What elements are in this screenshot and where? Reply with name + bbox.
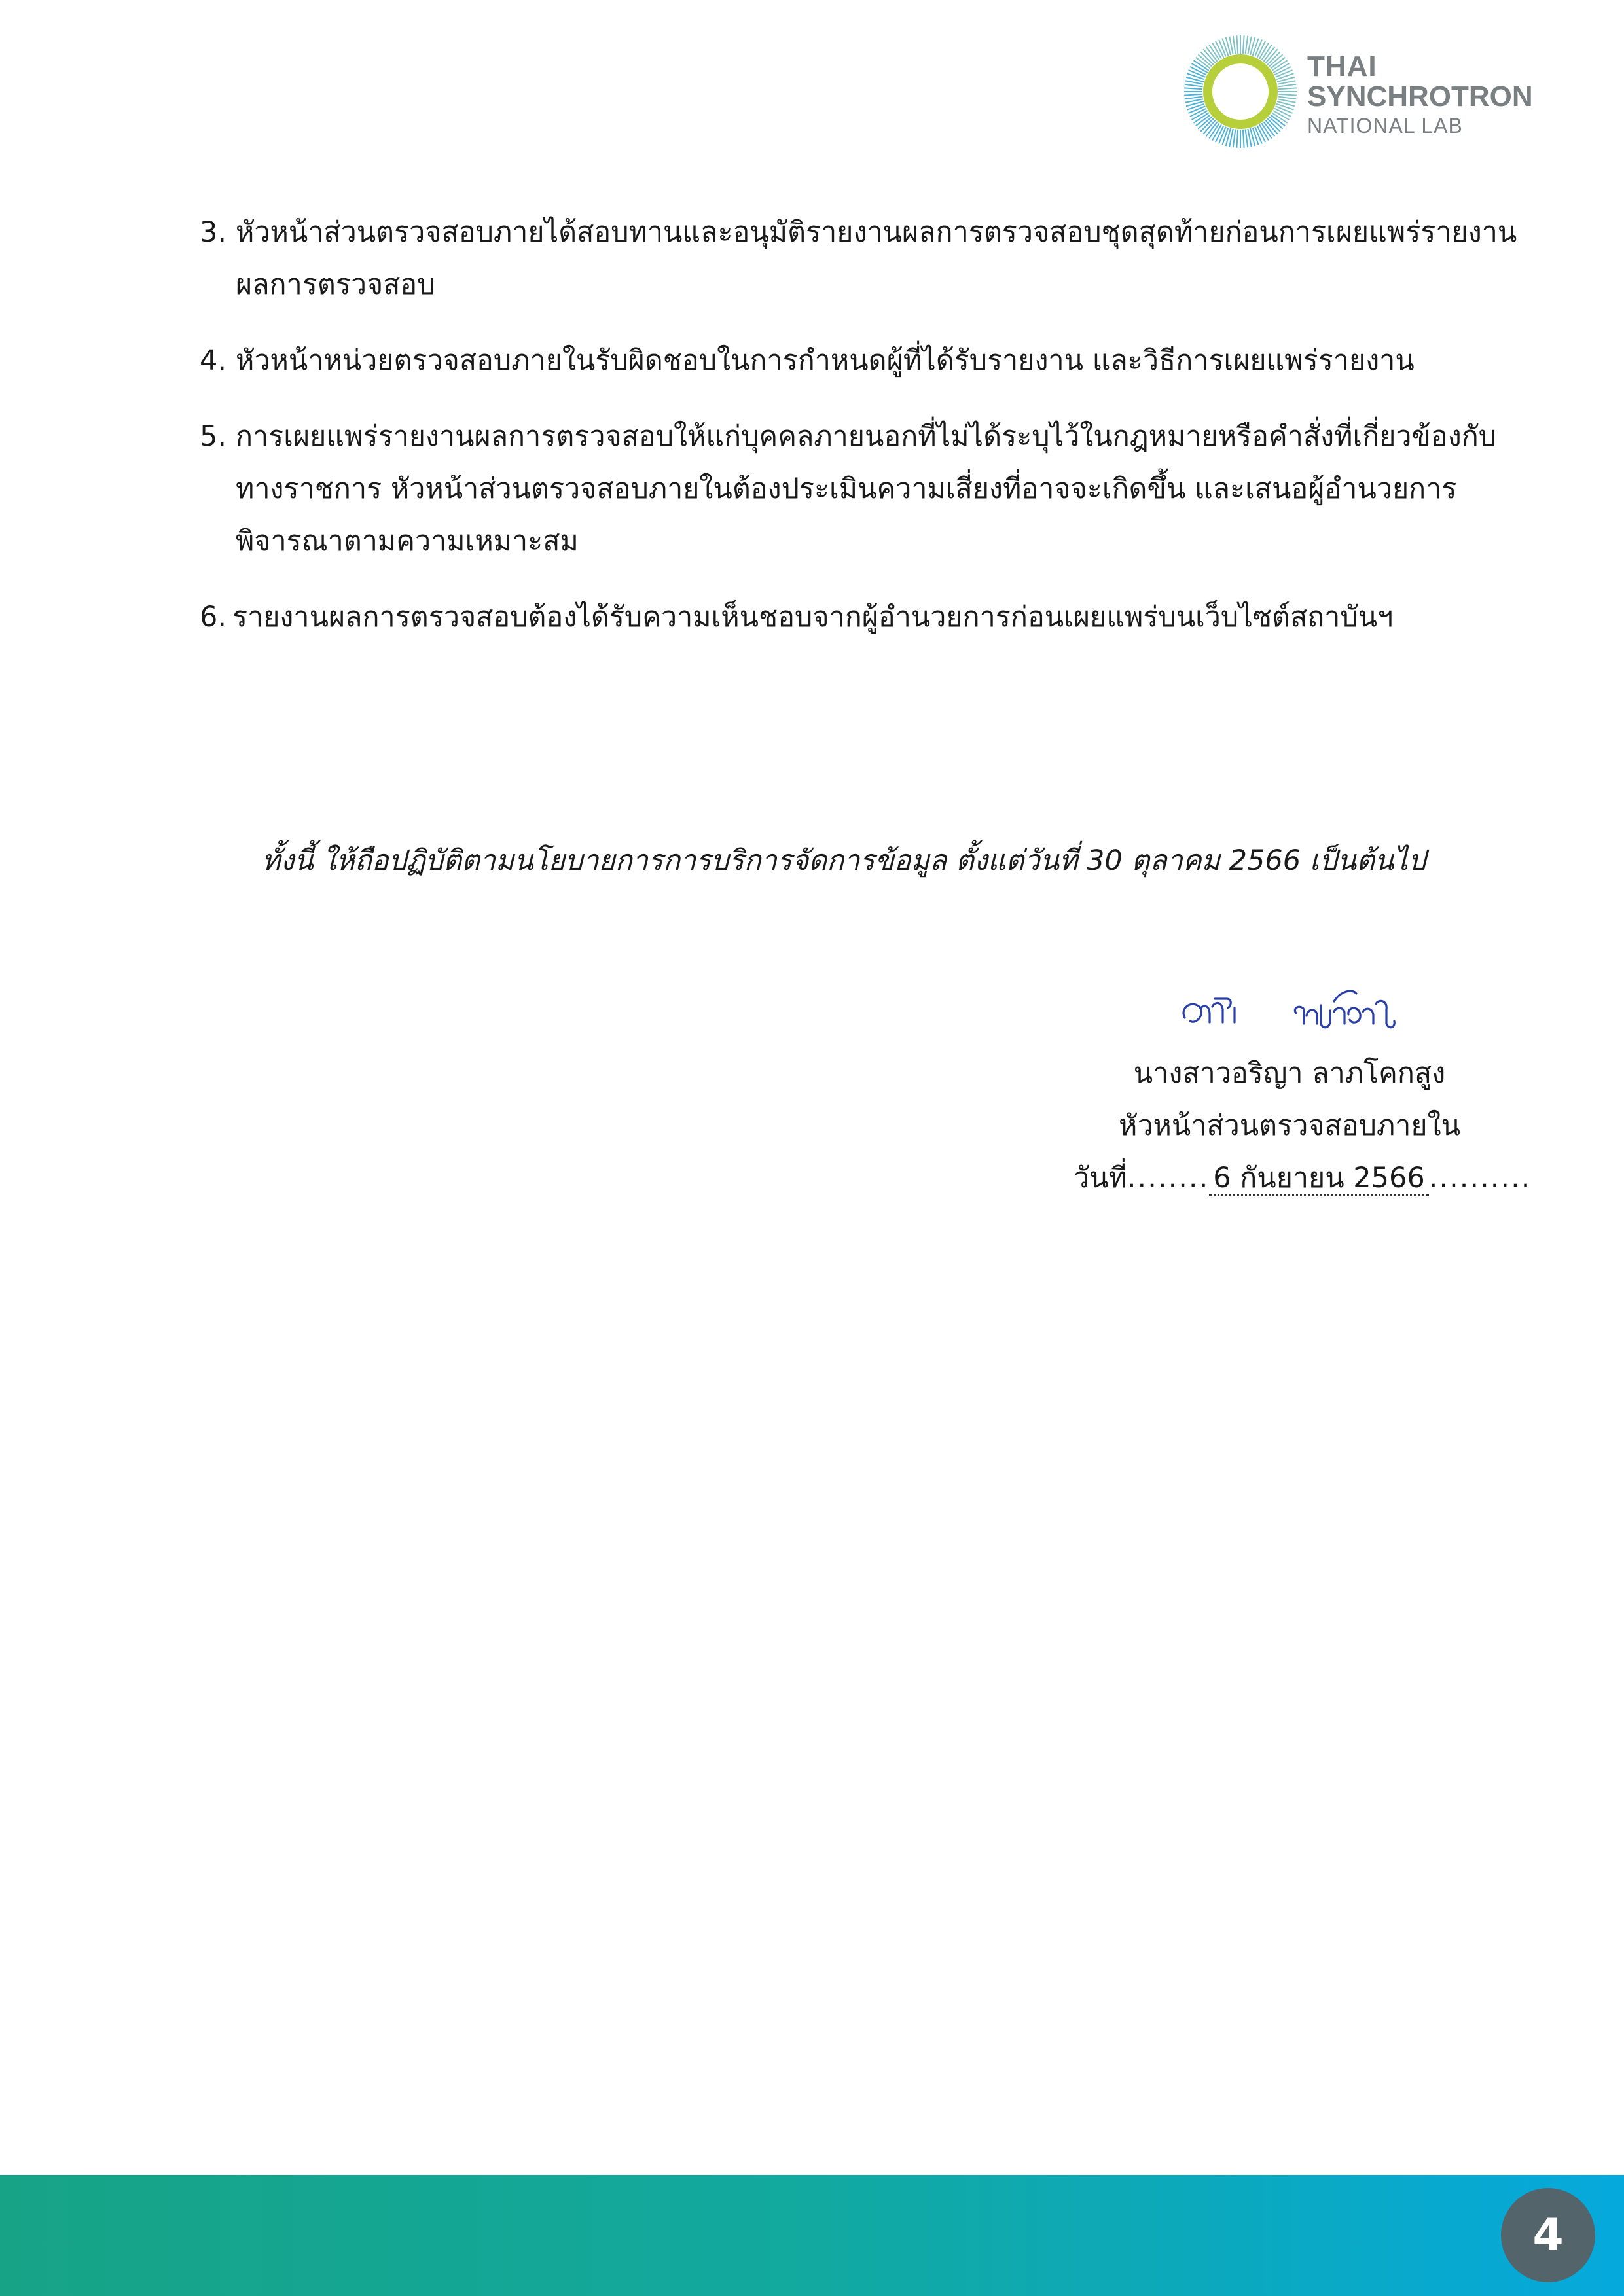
list-item — [200, 334, 1522, 387]
logo-ray — [1278, 97, 1297, 99]
logo-ray — [1236, 35, 1238, 54]
handwritten-signature — [1172, 982, 1434, 1047]
logo-ray — [1243, 35, 1244, 54]
date-label: วันที่ — [1074, 1162, 1127, 1194]
logo-ray — [1236, 130, 1238, 148]
list-item-number: 6. — [200, 601, 227, 634]
signature-date-line — [1074, 1152, 1532, 1204]
logo-ray — [1233, 130, 1236, 148]
list-item — [200, 410, 1522, 567]
logo-ray — [1184, 88, 1202, 89]
closing-statement: ทั้งนี้ ให้ถือปฏิบัติตามนโยบายการการบริการจัดการข้อมูล ตั้งแต่วันที่ 30 ตุลาคม 2566 เป็นต้นไป — [262, 844, 1426, 877]
logo-ray — [1243, 130, 1244, 148]
logo-ray — [1246, 36, 1248, 54]
date-leader-dots: ........ — [1127, 1162, 1210, 1194]
list-item-number: 5. — [200, 420, 227, 453]
logo-ray — [1233, 36, 1236, 54]
policy-list — [200, 206, 1522, 667]
footer-gradient-bar — [0, 2175, 1624, 2296]
list-item-text: รายงานผลการตรวจสอบต้องได้รับความเห็นชอบจากผู้อำนวยการก่อนเผยแพร่บนเว็บไซต์สถาบันฯ — [232, 601, 1394, 634]
page-number-badge: 4 — [1501, 2188, 1595, 2282]
sun-burst-icon — [1182, 33, 1299, 151]
logo-ray — [1278, 94, 1297, 96]
list-item-text: การเผยแพร่รายงานผลการตรวจสอบให้แก่บุคคลภายนอกที่ไม่ได้ระบุไว้ในกฎหมายหรือคำสั่งที่เกี่ยวข้องกับทางราชการ หัวหน้าส่วนตรวจสอบภายในต้องประเมินความเสี่ยงที่อาจจะเกิดขึ้น และเสนอผู้อำนวยการพิจารณาตามความเหมาะสม — [236, 420, 1497, 558]
list-item — [200, 206, 1522, 311]
signer-position: หัวหน้าส่วนตรวจสอบภายใน — [1119, 1109, 1460, 1142]
logo-line-national-lab: NATIONAL LAB — [1307, 114, 1463, 137]
logo-line-thai: THAI — [1307, 50, 1377, 82]
list-item — [200, 591, 1522, 643]
logo-ray — [1185, 97, 1203, 99]
thai-synchrotron-logo — [1182, 33, 1533, 151]
list-item-number: 3. — [200, 216, 227, 249]
signer-name: นางสาวอริญา ลาภโคกสูง — [1133, 1057, 1446, 1090]
date-value: 6 กันยายน 2566 — [1209, 1162, 1429, 1196]
list-item-text: หัวหน้าหน่วยตรวจสอบภายในรับผิดชอบในการกำหนดผู้ที่ได้รับรายงาน และวิธีการเผยแพร่รายงาน — [236, 344, 1415, 377]
list-item-text: หัวหน้าส่วนตรวจสอบภายได้สอบทานและอนุมัติรายงานผลการตรวจสอบชุดสุดท้ายก่อนการเผยแพร่รายงานผลการตรวจสอบ — [236, 216, 1517, 301]
date-trailer-dots: .......... — [1428, 1162, 1532, 1194]
logo-ring — [1208, 59, 1273, 124]
list-item-number: 4. — [200, 344, 227, 377]
signature-block — [1074, 1047, 1532, 1204]
logo-ray — [1246, 130, 1248, 148]
logo-text — [1307, 52, 1533, 136]
logo-ray — [1278, 88, 1297, 89]
logo-ray — [1185, 84, 1203, 87]
logo-ray — [1184, 94, 1202, 96]
logo-line-synchrotron: SYNCHROTRON — [1307, 81, 1533, 113]
logo-ray — [1278, 84, 1297, 87]
